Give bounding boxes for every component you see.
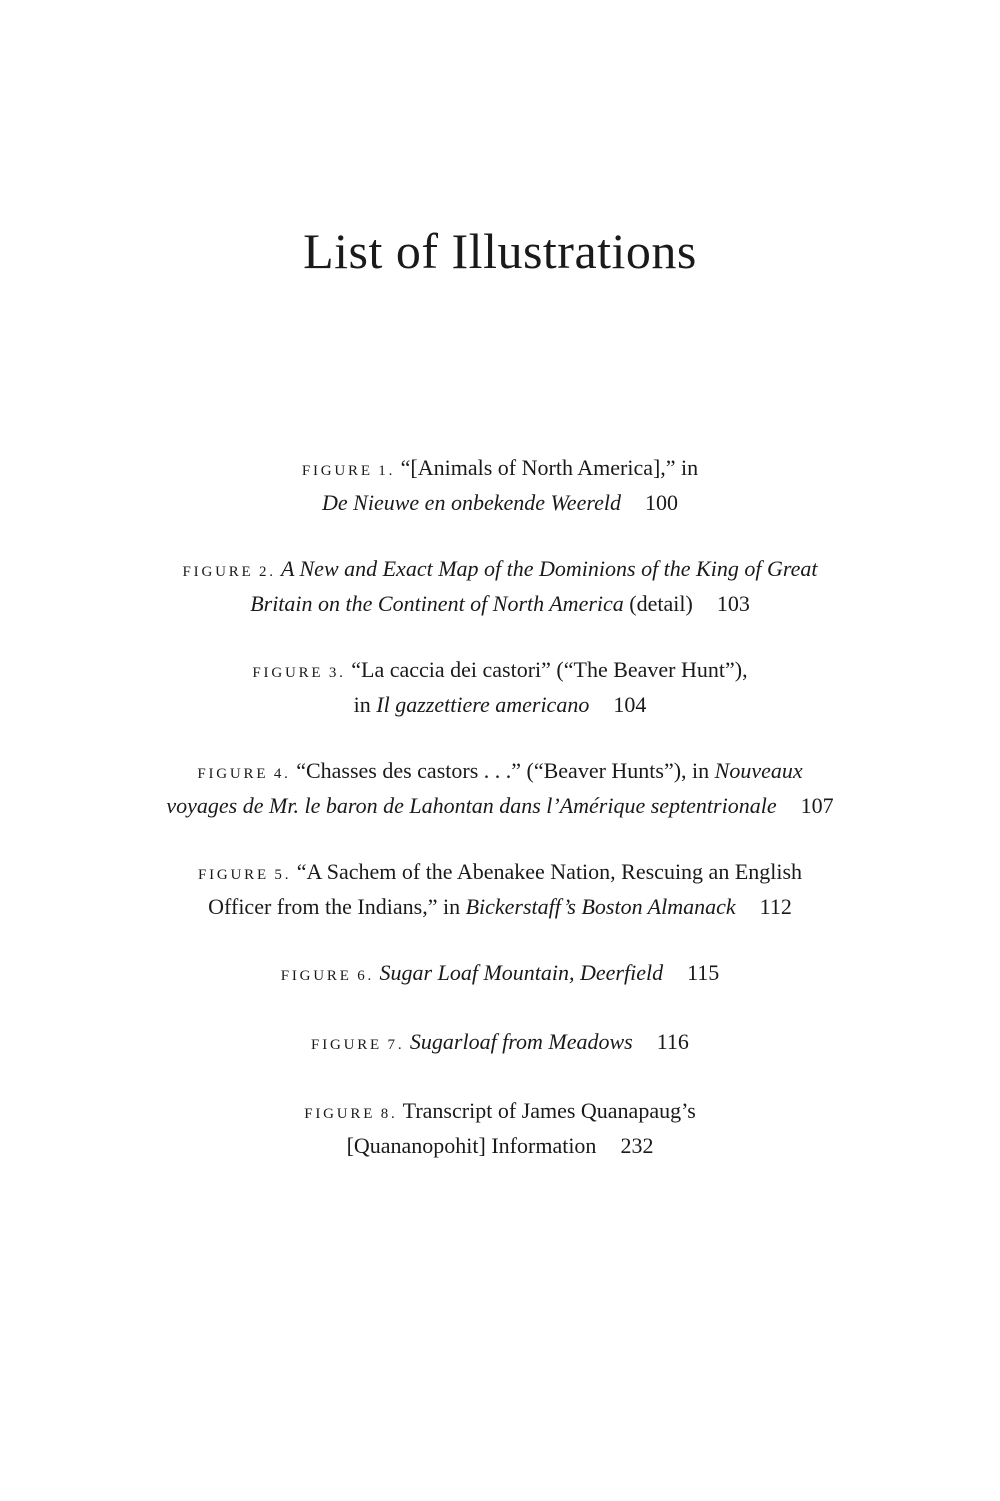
- entry-line: [100, 957, 900, 992]
- figure-number: 2.: [259, 564, 276, 580]
- entry-caption: “La caccia dei castori” (“The Beaver Hunt”),: [345, 657, 748, 682]
- entry-caption-italic: Sugar Loaf Mountain, Deerfield: [374, 960, 664, 985]
- entry-caption-italic: De Nieuwe en onbekende Weereld: [322, 490, 621, 515]
- figure-label: FIGURE: [252, 665, 324, 681]
- figure-number: 7.: [387, 1037, 405, 1053]
- entry-caption-italic: Britain on the Continent of North America: [250, 591, 624, 616]
- page-number: 104: [613, 692, 647, 717]
- figure-label: FIGURE: [280, 968, 352, 984]
- figure-label: FIGURE: [311, 1037, 383, 1053]
- list-item-figure-5: [100, 856, 900, 923]
- page-number: 116: [656, 1029, 689, 1054]
- list-item-figure-7: [100, 1026, 900, 1061]
- page-number: 112: [759, 894, 792, 919]
- entry-line: [100, 1130, 900, 1162]
- page-number: 115: [687, 960, 720, 985]
- figure-number: 4.: [273, 766, 291, 782]
- list-item-figure-1: [100, 452, 900, 519]
- page-title: List of Illustrations: [303, 223, 697, 279]
- entry-caption: “Chasses des castors . . .” (“Beaver Hunts”), in: [290, 758, 715, 783]
- figure-number: 6.: [357, 968, 375, 984]
- entry-line: [100, 452, 900, 487]
- entry-line: [100, 553, 900, 588]
- page-number: 100: [644, 490, 678, 515]
- entry-line: [100, 689, 900, 721]
- entry-caption: Transcript of James Quanapaug’s: [397, 1098, 696, 1123]
- figure-label: FIGURE: [197, 867, 269, 883]
- entry-line: [100, 790, 900, 822]
- list-item-figure-2: [100, 553, 900, 620]
- entry-caption-italic: Bickerstaff’s Boston Almanack: [465, 894, 736, 919]
- entry-line: [100, 755, 900, 790]
- page-number: 232: [620, 1133, 654, 1158]
- entry-caption: “A Sachem of the Abenakee Nation, Rescuing an English: [291, 859, 803, 884]
- entry-caption-italic: Nouveaux: [714, 758, 803, 783]
- entry-caption: (detail): [623, 591, 693, 616]
- figure-label: FIGURE: [301, 463, 373, 479]
- page-number: 107: [800, 793, 834, 818]
- entry-line: [100, 856, 900, 891]
- figure-label: FIGURE: [304, 1106, 376, 1122]
- list-item-figure-4: [100, 755, 900, 822]
- list-item-figure-3: [100, 654, 900, 721]
- entry-caption-italic: voyages de Mr. le baron de Lahontan dans l’Amérique septentrionale: [166, 793, 777, 818]
- entry-caption: Officer from the Indians,” in: [208, 894, 466, 919]
- illustrations-list: [100, 452, 900, 1196]
- entry-line: [100, 1095, 900, 1130]
- entry-line: [100, 1026, 900, 1061]
- entry-caption-italic: A New and Exact Map of the Dominions of the King of Great: [275, 556, 818, 581]
- list-item-figure-6: [100, 957, 900, 992]
- figure-number: 1.: [378, 463, 396, 479]
- entry-caption-italic: Il gazzettiere americano: [376, 692, 590, 717]
- figure-label: FIGURE: [197, 766, 269, 782]
- entry-line: [100, 588, 900, 620]
- figure-number: 8.: [380, 1106, 398, 1122]
- figure-number: 3.: [328, 665, 346, 681]
- entry-caption-italic: Sugarloaf from Meadows: [404, 1029, 633, 1054]
- entry-line: [100, 891, 900, 923]
- list-item-figure-8: [100, 1095, 900, 1162]
- figure-number: 5.: [274, 867, 292, 883]
- entry-caption: in: [353, 692, 377, 717]
- page-number: 103: [716, 591, 750, 616]
- entry-line: [100, 487, 900, 519]
- entry-caption: “[Animals of North America],” in: [395, 455, 699, 480]
- entry-caption: [Quananopohit] Information: [346, 1133, 597, 1158]
- figure-label: FIGURE: [182, 564, 254, 580]
- entry-line: [100, 654, 900, 689]
